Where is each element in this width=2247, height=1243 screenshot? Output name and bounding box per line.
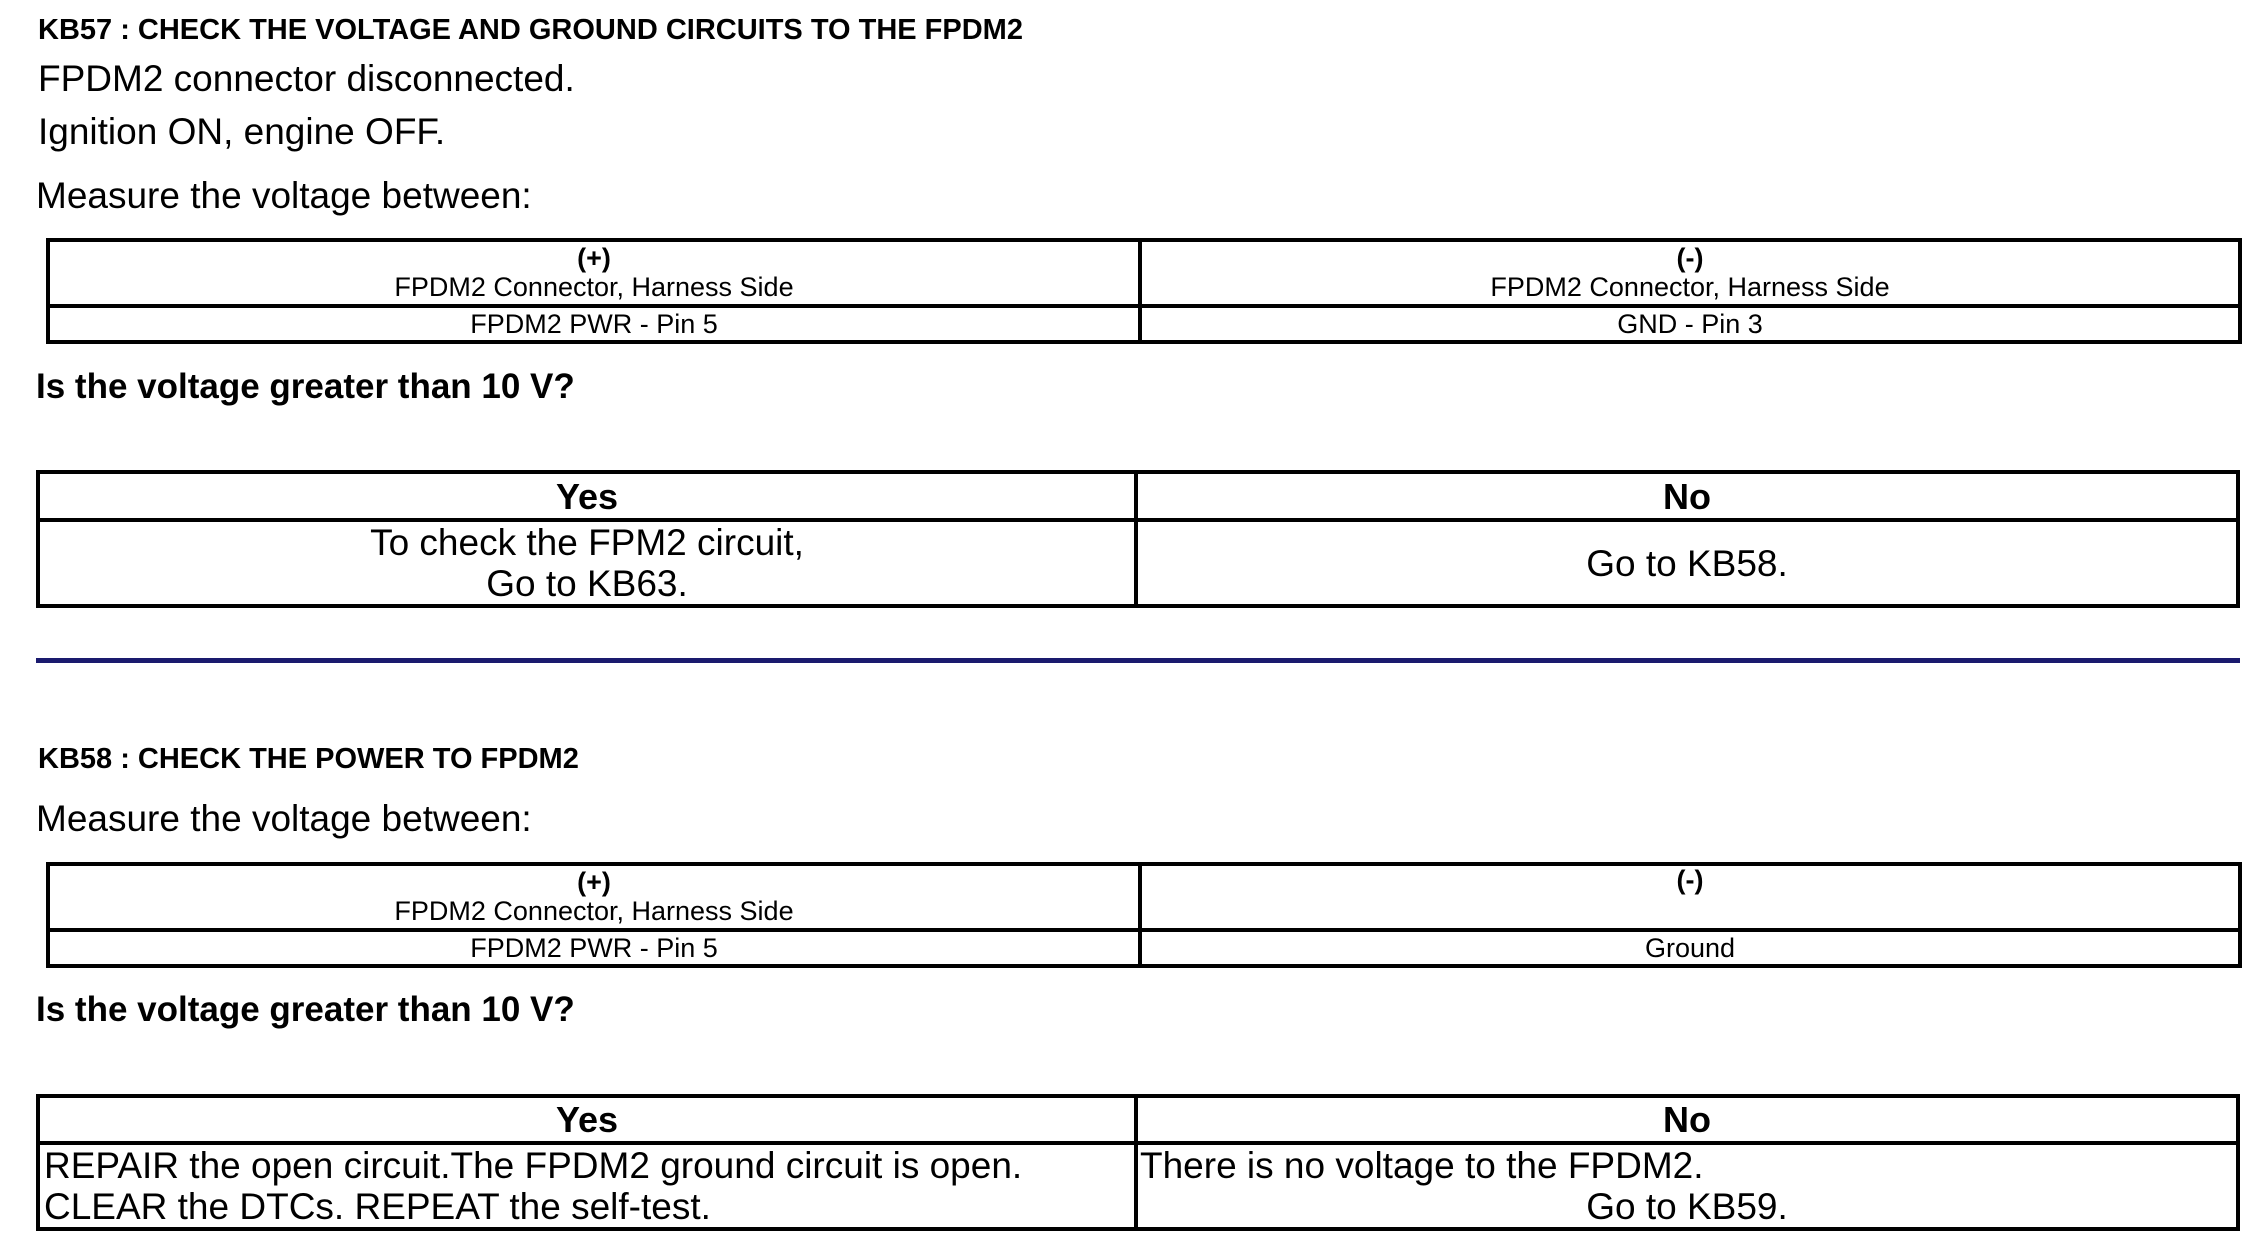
section-divider: [36, 658, 2240, 663]
kb58-heading: KB58 : CHECK THE POWER TO FPDM2: [38, 743, 579, 775]
kb58-measure-intro: Measure the voltage between:: [36, 798, 532, 839]
kb58-no-line2: Go to KB59.: [1586, 1186, 1788, 1227]
plus-sign: (+): [577, 243, 611, 273]
kb57-measure-intro: Measure the voltage between:: [36, 175, 532, 216]
plus-description: FPDM2 Connector, Harness Side: [394, 896, 794, 926]
kb57-minus-pin: GND - Pin 3: [1140, 306, 2240, 342]
kb57-no-cell: Go to KB58.: [1136, 520, 2238, 606]
kb57-no-header: No: [1136, 472, 2238, 520]
kb58-no-cell: [1136, 1143, 2238, 1229]
kb58-yes-line2: CLEAR the DTCs. REPEAT the self-test.: [44, 1186, 711, 1227]
kb57-yes-header: Yes: [38, 472, 1136, 520]
kb58-question: Is the voltage greater than 10 V?: [36, 990, 575, 1029]
minus-sign: (-): [1676, 243, 1704, 273]
minus-description: FPDM2 Connector, Harness Side: [1490, 272, 1890, 302]
kb57-ignition-note: Ignition ON, engine OFF.: [38, 111, 446, 152]
kb57-question: Is the voltage greater than 10 V?: [36, 367, 575, 406]
kb57-minus-header-cell: [1140, 240, 2240, 306]
kb58-no-header: No: [1136, 1096, 2238, 1143]
kb57-yes-cell: [38, 520, 1136, 606]
kb57-yes-line2: Go to KB63.: [486, 563, 688, 604]
kb57-measure-table: [46, 238, 2242, 344]
kb58-plus-header-cell: [48, 864, 1140, 930]
kb58-yes-line1: REPAIR the open circuit.The FPDM2 ground circuit is open.: [44, 1145, 1023, 1186]
kb58-no-line1: There is no voltage to the FPDM2.: [1140, 1145, 1704, 1186]
kb58-minus-header-cell: [1140, 864, 2240, 930]
kb57-plus-header-cell: [48, 240, 1140, 306]
kb58-minus-pin: Ground: [1140, 930, 2240, 966]
kb58-result-table: [36, 1094, 2240, 1231]
kb57-connector-note: FPDM2 connector disconnected.: [38, 58, 575, 99]
kb57-result-table: [36, 470, 2240, 608]
kb57-heading: KB57 : CHECK THE VOLTAGE AND GROUND CIRCUITS TO THE FPDM2: [38, 14, 1023, 46]
kb58-measure-table: [46, 862, 2242, 968]
kb57-plus-pin: FPDM2 PWR - Pin 5: [48, 306, 1140, 342]
plus-sign: (+): [577, 867, 611, 897]
kb58-plus-pin: FPDM2 PWR - Pin 5: [48, 930, 1140, 966]
kb58-yes-cell: [38, 1143, 1136, 1229]
plus-description: FPDM2 Connector, Harness Side: [394, 272, 794, 302]
kb58-yes-header: Yes: [38, 1096, 1136, 1143]
kb57-yes-line1: To check the FPM2 circuit,: [370, 522, 804, 563]
minus-sign: (-): [1676, 865, 1704, 895]
